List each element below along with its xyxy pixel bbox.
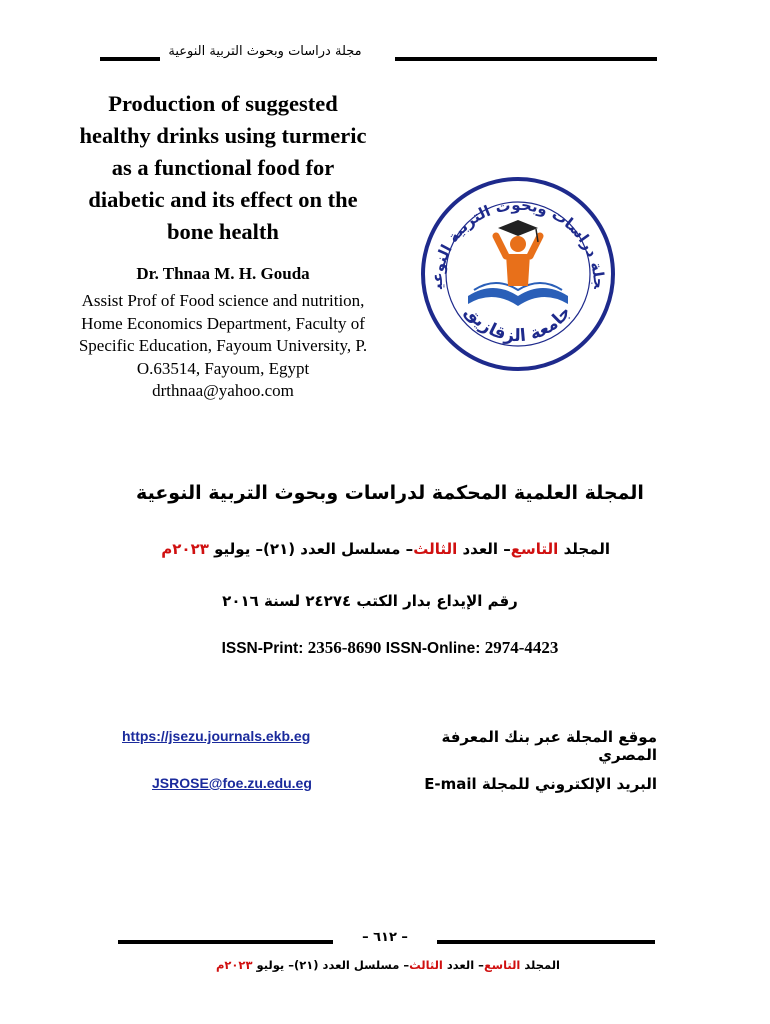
affiliation-text: Assist Prof of Food science and nutrition, Home Economics Department, Faculty of Specific Education, Fayoum University, P. O.63514, Fayoum, Egypt <box>78 291 368 378</box>
footer-rule-left <box>118 940 333 944</box>
website-link[interactable]: https://jsezu.journals.ekb.eg <box>122 728 311 744</box>
footer-issue-prefix: – العدد <box>446 958 484 972</box>
footer-series-text: – مسلسل العدد (٢١)– يوليو <box>256 958 410 972</box>
logo-arc-top-text: جلة دراسات وبحوث التربية النوعي <box>427 195 609 289</box>
issn-online-label: ISSN-Online: <box>385 640 481 657</box>
page-number: – ٦١٢ – <box>362 930 408 945</box>
footer-rule-right <box>437 940 655 944</box>
issue-number: الثالث <box>413 540 458 558</box>
author-name: Dr. Thnaa M. H. Gouda <box>136 264 310 283</box>
issn-print-value: 2356-8690 <box>307 638 382 657</box>
journal-full-name: المجلة العلمية المحكمة لدراسات وبحوث التربية النوعية <box>136 482 644 504</box>
running-header-title: مجلة دراسات وبحوث التربية النوعية <box>168 44 362 59</box>
issue-prefix: – العدد <box>462 540 511 558</box>
logo-arc-bottom-text: جامعة الزقازيق <box>460 302 576 347</box>
email-label: البريد الإلكتروني للمجلة E-mail <box>424 775 657 793</box>
article-title: Production of suggested healthy drinks using turmeric as a functional food for diabetic and its effect on the bone health <box>79 91 367 244</box>
footer-volume-line <box>200 958 560 972</box>
series-text: – مسلسل العدد (٢١)– يوليو <box>214 540 414 558</box>
logo-emblem-icon <box>420 176 616 372</box>
volume-number: التاسع <box>510 540 559 558</box>
issn-print-label: ISSN-Print: <box>221 640 304 657</box>
footer-issue-date: ٢٠٢٣م <box>215 958 253 972</box>
footer-issue-number: الثالث <box>409 958 443 972</box>
journal-email-link[interactable]: JSROSE@foe.zu.edu.eg <box>152 775 312 791</box>
website-label: موقع المجلة عبر بنك المعرفة المصري <box>441 728 657 764</box>
deposit-number: رقم الإيداع بدار الكتب ٢٤٢٧٤ لسنة ٢٠١٦ <box>222 592 518 610</box>
author-affiliation <box>78 290 368 403</box>
volume-prefix: المجلد <box>563 540 610 558</box>
header-rule-right <box>395 57 657 61</box>
issn-line <box>130 638 650 658</box>
volume-issue-line <box>110 540 610 558</box>
footer-volume-number: التاسع <box>483 958 521 972</box>
journal-logo <box>420 176 616 372</box>
author-email: drthnaa@yahoo.com <box>152 381 294 400</box>
issue-date: ٢٠٢٣م <box>161 540 209 558</box>
issn-online-value: 2974-4423 <box>484 638 559 657</box>
footer-volume-prefix: المجلد <box>524 958 560 972</box>
